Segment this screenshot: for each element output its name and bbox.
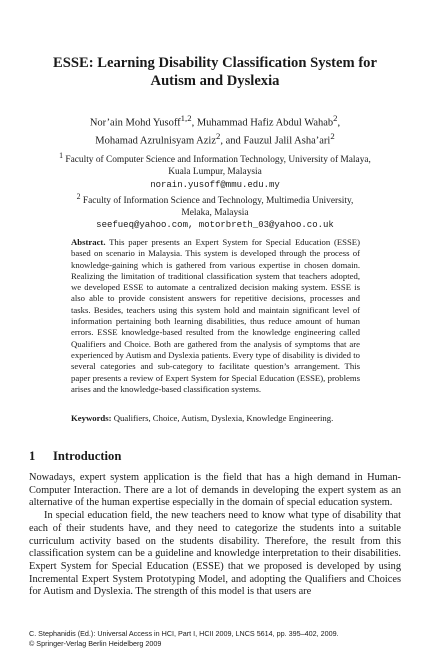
footer-copyright: © Springer-Verlag Berlin Heidelberg 2009	[29, 638, 162, 648]
abstract-label: Abstract.	[71, 237, 106, 247]
abstract-text: This paper presents an Expert System for Special Education (ESSE) based on scenario in Malaysia. This system is developed through the process of knowledge-gaining which is gathered from various expertise in chosen domain. Realizing the limitation of traditional classification system that teachers adopted, we developed ESSE to automate a centralized decision making system. ESSE is also able to provide consistent answers for repetitive decisions, processes and tasks. Besides, teachers using this system hold and maintain significant level of information pertaining both learning disabilities, thus reduce amount of human errors. ESSE knowledge-based resulted from the knowledge engineering called Qualifiers and Choice. Both are gathered from the analysis of symptoms that are experienced by Autism and Dyslexia patients. Every type of disability is divided to several categories and sub-category to facilitate question’s arrangement. This paper presents a review of Expert System for Special Education (ESSE), problems arises and the knowledge-based classification systems.	[71, 237, 361, 394]
affiliation-1-line-1: Faculty of Computer Science and Information Technology, University of Malaya,	[65, 155, 371, 166]
author-separator: ,	[191, 117, 197, 129]
affiliation-2-line-2: Melaka, Malaysia	[181, 208, 249, 219]
affiliations	[40, 150, 390, 231]
keywords-label: Keywords:	[71, 413, 112, 423]
author-4: Fauzul Jalil Asha’ari	[243, 135, 331, 146]
abstract	[71, 237, 360, 395]
paragraph-2: In special education field, the new teachers need to know what type of disability that each of their students have, and they need to categorize the students into a suitable curriculum activity based on the students disability. Therefore, the result from this classification system can be a guideline and knowledge interpretation to their disabilities. Expert System for Special Education (ESSE) that we proposed is developed by using Incremental Expert System Prototyping Model, and adopting the Qualifiers and Choices for Autism and Dyslexia. The strength of this model is that users are	[29, 510, 401, 598]
author-separator: , and	[220, 135, 244, 146]
author-4-affiliation-mark: 2	[330, 130, 335, 141]
title-line-1: ESSE: Learning Disability Classification System for	[53, 55, 377, 71]
affiliation-2	[40, 191, 390, 232]
affiliation-1-mark: 1	[59, 151, 64, 160]
affiliation-2-email[interactable]: seefueq@yahoo.com, motorbreth_03@yahoo.co.uk	[96, 220, 334, 231]
affiliation-1	[40, 150, 390, 191]
section-heading-introduction	[29, 449, 121, 464]
keywords-text: Qualifiers, Choice, Autism, Dyslexia, Knowledge Engineering.	[113, 413, 334, 423]
footer-citation: C. Stephanidis (Ed.): Universal Access in HCI, Part I, HCII 2009, LNCS 5614, pp. 395–402, 2009.	[29, 629, 339, 638]
title-line-2: Autism and Dyslexia	[150, 73, 280, 89]
author-separator: ,	[337, 117, 341, 129]
affiliation-1-email[interactable]: norain.yusoff@mmu.edu.my	[150, 179, 280, 190]
page-footer	[29, 629, 409, 648]
paper-title	[40, 54, 390, 90]
paragraph-1: Nowadays, expert system application is the field that has a high demand in Human-Computer Interaction. There are a lot of demands in developing the expert system as an alternative of the human expertise especially in the domain of special education system.	[29, 472, 401, 509]
author-3-affiliation-mark: 2	[216, 130, 221, 141]
author-3: Mohamad Azrulnisyam Aziz	[95, 135, 217, 146]
author-1: Nor’ain Mohd Yusoff	[89, 117, 181, 129]
author-1-affiliation-mark: 1,2	[180, 113, 192, 123]
affiliation-2-mark: 2	[76, 191, 81, 201]
affiliation-1-line-2: Kuala Lumpur, Malaysia	[168, 167, 262, 178]
author-list	[40, 112, 390, 147]
section-title: Introduction	[53, 449, 122, 463]
affiliation-2-line-1: Faculty of Information Science and Technology, Multimedia University,	[82, 195, 354, 206]
keywords	[71, 413, 360, 424]
introduction-body	[29, 472, 401, 599]
author-2: Muhammad Hafiz Abdul Wahab	[196, 117, 334, 129]
section-number: 1	[29, 449, 36, 463]
author-2-affiliation-mark: 2	[333, 113, 338, 123]
